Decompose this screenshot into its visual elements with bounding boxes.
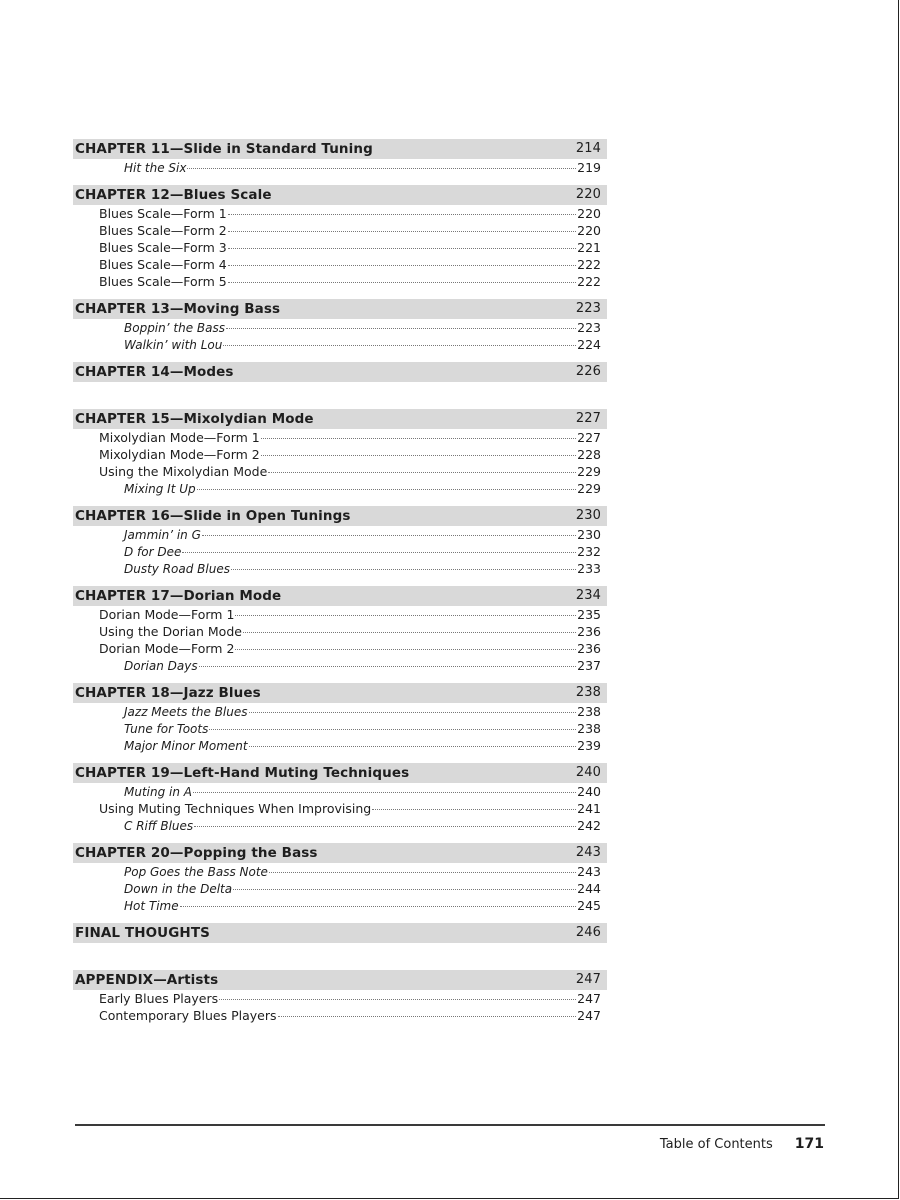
chapter-page-number: 214 [575, 141, 601, 156]
footer-label: Table of Contents [659, 1137, 773, 1152]
chapter-title: CHAPTER 16—Slide in Open Tunings [75, 508, 351, 524]
entry-page-number: 227 [577, 430, 601, 445]
chapter-page-number: 246 [575, 925, 601, 940]
chapter-page-number: 226 [575, 364, 601, 379]
entry-page-number: 238 [577, 704, 601, 719]
entry-title: Blues Scale—Form 4 [99, 257, 227, 272]
entry-title: Blues Scale—Form 5 [99, 274, 227, 289]
toc-subentry[interactable] [73, 560, 607, 577]
chapter-heading[interactable] [73, 923, 607, 943]
entry-page-number: 236 [577, 624, 601, 639]
dot-leader [372, 809, 576, 810]
toc-entry[interactable] [73, 800, 607, 817]
entry-title: Dorian Days [124, 659, 198, 673]
toc-entry[interactable] [73, 429, 607, 446]
entry-title: Mixolydian Mode—Form 1 [99, 430, 260, 445]
entry-page-number: 223 [577, 320, 601, 335]
dot-leader [223, 345, 576, 346]
chapter-heading[interactable] [73, 506, 607, 526]
dot-leader [268, 472, 576, 473]
entry-title: Jammin’ in G [124, 528, 201, 542]
entry-title: Muting in A [124, 785, 192, 799]
toc-subentry[interactable] [73, 720, 607, 737]
dot-leader [249, 746, 577, 747]
page-footer [660, 1136, 824, 1152]
chapter-page-number: 230 [575, 508, 601, 523]
entry-title: Contemporary Blues Players [99, 1008, 277, 1023]
toc-entry[interactable] [73, 606, 607, 623]
chapter-page-number: 223 [575, 301, 601, 316]
toc-subentry[interactable] [73, 543, 607, 560]
chapter-title: CHAPTER 15—Mixolydian Mode [75, 411, 314, 427]
entry-page-number: 239 [577, 738, 601, 753]
dot-leader [243, 632, 576, 633]
dot-leader [228, 231, 576, 232]
toc-subentry[interactable] [73, 159, 607, 176]
dot-leader [261, 455, 576, 456]
toc-entry[interactable] [73, 273, 607, 290]
chapter-title: APPENDIX—Artists [75, 972, 219, 988]
toc-entry[interactable] [73, 446, 607, 463]
chapter-page-number: 243 [575, 845, 601, 860]
toc-subentry[interactable] [73, 897, 607, 914]
dot-leader [219, 999, 576, 1000]
chapter-title: CHAPTER 14—Modes [75, 364, 234, 380]
chapter-page-number: 220 [575, 187, 601, 202]
dot-leader [249, 712, 577, 713]
chapter-heading[interactable] [73, 299, 607, 319]
entry-title: Blues Scale—Form 1 [99, 206, 227, 221]
entry-title: Down in the Delta [124, 882, 233, 896]
footer-rule [75, 1124, 825, 1126]
entry-page-number: 220 [577, 223, 601, 238]
toc-subentry[interactable] [73, 526, 607, 543]
chapter-title: CHAPTER 20—Popping the Bass [75, 845, 318, 861]
entry-title: Tune for Toots [124, 722, 209, 736]
entry-page-number: 235 [577, 607, 601, 622]
toc-entry[interactable] [73, 623, 607, 640]
chapter-heading[interactable] [73, 586, 607, 606]
entry-page-number: 219 [577, 160, 601, 175]
entry-title: Early Blues Players [99, 991, 219, 1006]
dot-leader [209, 729, 576, 730]
entry-page-number: 237 [577, 658, 601, 673]
dot-leader [228, 282, 576, 283]
entry-page-number: 229 [577, 481, 601, 496]
entry-title: Hit the Six [124, 161, 187, 175]
toc-entry[interactable] [73, 205, 607, 222]
entry-page-number: 247 [577, 1008, 601, 1023]
chapter-heading[interactable] [73, 139, 607, 159]
entry-page-number: 240 [577, 784, 601, 799]
chapter-title: CHAPTER 11—Slide in Standard Tuning [75, 141, 373, 157]
entry-title: Using the Dorian Mode [99, 624, 242, 639]
entry-page-number: 243 [577, 864, 601, 879]
dot-leader [228, 248, 576, 249]
entry-page-number: 233 [577, 561, 601, 576]
toc-subentry[interactable] [73, 319, 607, 336]
dot-leader [228, 265, 576, 266]
toc-entry[interactable] [73, 640, 607, 657]
entry-title: Using the Mixolydian Mode [99, 464, 268, 479]
entry-title: Dorian Mode—Form 2 [99, 641, 235, 656]
entry-page-number: 229 [577, 464, 601, 479]
entry-page-number: 232 [577, 544, 601, 559]
entry-title: Walkin’ with Lou [124, 338, 223, 352]
entry-page-number: 247 [577, 991, 601, 1006]
toc-subentry[interactable] [73, 817, 607, 834]
toc-entry[interactable] [73, 222, 607, 239]
chapter-title: CHAPTER 19—Left-Hand Muting Techniques [75, 765, 410, 781]
chapter-title: CHAPTER 17—Dorian Mode [75, 588, 282, 604]
entry-title: Jazz Meets the Blues [124, 705, 248, 719]
entry-page-number: 222 [577, 257, 601, 272]
toc-subentry[interactable] [73, 336, 607, 353]
chapter-title: CHAPTER 18—Jazz Blues [75, 685, 261, 701]
chapter-page-number: 238 [575, 685, 601, 700]
entry-title: Major Minor Moment [124, 739, 248, 753]
toc-subentry[interactable] [73, 657, 607, 674]
dot-leader [235, 615, 576, 616]
dot-leader [231, 569, 576, 570]
toc-subentry[interactable] [73, 737, 607, 754]
toc-entry[interactable] [73, 990, 607, 1007]
entry-page-number: 245 [577, 898, 601, 913]
entry-page-number: 220 [577, 206, 601, 221]
entry-title: Using Muting Techniques When Improvising [99, 801, 372, 816]
entry-page-number: 236 [577, 641, 601, 656]
page-number: 171 [794, 1136, 824, 1152]
dot-leader [182, 552, 576, 553]
chapter-heading[interactable] [73, 970, 607, 990]
chapter-heading[interactable] [73, 683, 607, 703]
entry-title: Pop Goes the Bass Note [124, 865, 268, 879]
dot-leader [278, 1016, 577, 1017]
chapter-title: CHAPTER 12—Blues Scale [75, 187, 272, 203]
entry-page-number: 238 [577, 721, 601, 736]
dot-leader [269, 872, 576, 873]
entry-page-number: 244 [577, 881, 601, 896]
dot-leader [180, 906, 577, 907]
entry-page-number: 221 [577, 240, 601, 255]
chapter-page-number: 247 [575, 972, 601, 987]
dot-leader [197, 489, 577, 490]
dot-leader [226, 328, 576, 329]
entry-page-number: 241 [577, 801, 601, 816]
toc-subentry[interactable] [73, 703, 607, 720]
toc-entry[interactable] [73, 1007, 607, 1024]
chapter-heading[interactable] [73, 843, 607, 863]
toc-subentry[interactable] [73, 783, 607, 800]
entry-page-number: 242 [577, 818, 601, 833]
chapter-title: FINAL THOUGHTS [75, 925, 210, 941]
toc-entry[interactable] [73, 463, 607, 480]
chapter-heading[interactable] [73, 409, 607, 429]
chapter-title: CHAPTER 13—Moving Bass [75, 301, 281, 317]
entry-title: Blues Scale—Form 2 [99, 223, 227, 238]
dot-leader [193, 792, 576, 793]
dot-leader [194, 826, 576, 827]
dot-leader [202, 535, 576, 536]
dot-leader [235, 649, 576, 650]
entry-title: Mixolydian Mode—Form 2 [99, 447, 260, 462]
entry-page-number: 222 [577, 274, 601, 289]
entry-page-number: 230 [577, 527, 601, 542]
dot-leader [233, 889, 576, 890]
dot-leader [199, 666, 577, 667]
toc-subentry[interactable] [73, 480, 607, 497]
table-of-contents [73, 139, 607, 1024]
chapter-heading[interactable] [73, 763, 607, 783]
chapter-page-number: 240 [575, 765, 601, 780]
chapter-page-number: 227 [575, 411, 601, 426]
chapter-page-number: 234 [575, 588, 601, 603]
entry-title: Blues Scale—Form 3 [99, 240, 227, 255]
entry-title: C Riff Blues [124, 819, 194, 833]
entry-title: Hot Time [124, 899, 179, 913]
toc-entry[interactable] [73, 256, 607, 273]
entry-title: Boppin’ the Bass [124, 321, 225, 335]
toc-subentry[interactable] [73, 863, 607, 880]
entry-page-number: 224 [577, 337, 601, 352]
dot-leader [261, 438, 576, 439]
chapter-heading[interactable] [73, 362, 607, 382]
entry-title: Dorian Mode—Form 1 [99, 607, 235, 622]
entry-title: Dusty Road Blues [124, 562, 230, 576]
dot-leader [228, 214, 576, 215]
toc-entry[interactable] [73, 239, 607, 256]
dot-leader [187, 168, 576, 169]
entry-title: D for Dee [124, 545, 182, 559]
chapter-heading[interactable] [73, 185, 607, 205]
toc-subentry[interactable] [73, 880, 607, 897]
entry-title: Mixing It Up [124, 482, 196, 496]
entry-page-number: 228 [577, 447, 601, 462]
